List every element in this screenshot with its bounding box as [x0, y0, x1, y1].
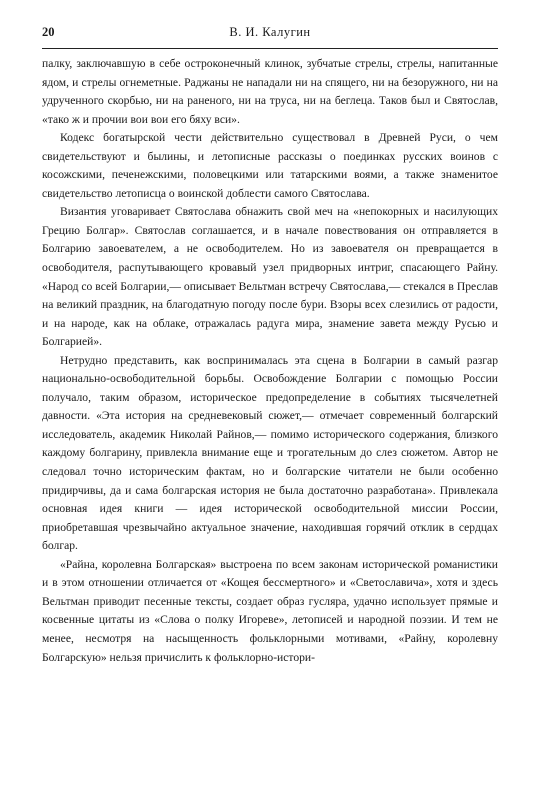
body-text	[42, 55, 498, 667]
page-header	[42, 22, 498, 42]
book-page	[42, 22, 498, 667]
paragraph-continued: палку, заключавшую в себе остроконечный клинок, зубчатые стрелы, стрелы, напитанные ядом, и стрелы огнеметные. Раджаны не нападали ни на спящего, ни на безоружного, ни на удрученного скорбью, ни на раненого, ни на труса, ни на беглеца. Таков был и Святослав, «тако ж и прочии вои вои его бяху вси».	[42, 57, 498, 126]
paragraph-byzantium: Византия уговаривает Святослава обнажить свой меч на «непокорных и насилующих Грецию Болгар». Святослав соглашается, и в начале повествования он отправляется в Болгарию завоевателем, а не освободителем. Но из завоевателя он превращается в освободителя, распутывающего кровавый узел придворных интриг, спасающего Райну. «Народ со всей Болгарии,— описывает Вельтман встречу Святослава,— стекался в Преслав на великий праздник, на благодатную погоду после бури. Взоры всех слезились от радости, и на народе, как на облаке, отражалась радуга мира, знамение завета между Русью и Болгарией».	[42, 205, 498, 349]
page-number: 20	[42, 25, 55, 39]
header-rule	[42, 48, 498, 49]
paragraph-raina-novel: «Райна, королевна Болгарская» выстроена по всем законам исторической романистики и в этом отношении отличается от «Кощея бессмертного» и «Светославича», хотя и здесь Вельтман приводит песенные тексты, создает образ гусляра, удачно использует прямые и косвенные цитаты из «Слова о полку Игореве», летописей и народной поэзии. И тем не менее, несмотря на насыщенность фольклорными мотивами, «Райну, королевну Болгарскую» нельзя причислить к фольклорно-истори-	[42, 557, 498, 664]
paragraph-bulgaria-reception: Нетрудно представить, как воспринималась эта сцена в Болгарии в самый разгар национально-освободительной борьбы. Освобождение Болгарии с помощью России получало, таким образом, историческое предопределение в событиях тысячелетней давности. «Эта история на средневековый сюжет,— отмечает современный болгарский исследователь, академик Николай Райнов,— помимо исторического содержания, близкого каждому болгарину, привлекла внимание еще и трогательным до слез сюжетом. Автор не следовал точно историческим фактам, но и болгарские читатели не были особенно придирчивы, да и сама болгарская история не была достаточно разработана». Привлекала основная идея книги — идея исторической освободительной миссии России, приобретавшая чрезвычайно актуальное значение, находившая горячий отклик в сердцах болгар.	[42, 353, 498, 553]
paragraph-honor-code: Кодекс богатырской чести действительно существовал в Древней Руси, о чем свидетельствуют и былины, и летописные рассказы о поединках русских воинов с косожскими, печенежскими, половецкими или татарскими воями, а также знаменитое свидетельство летописца о воинской доблести самого Святослава.	[42, 131, 498, 200]
running-head-author: В. И. Калугин	[229, 25, 311, 39]
